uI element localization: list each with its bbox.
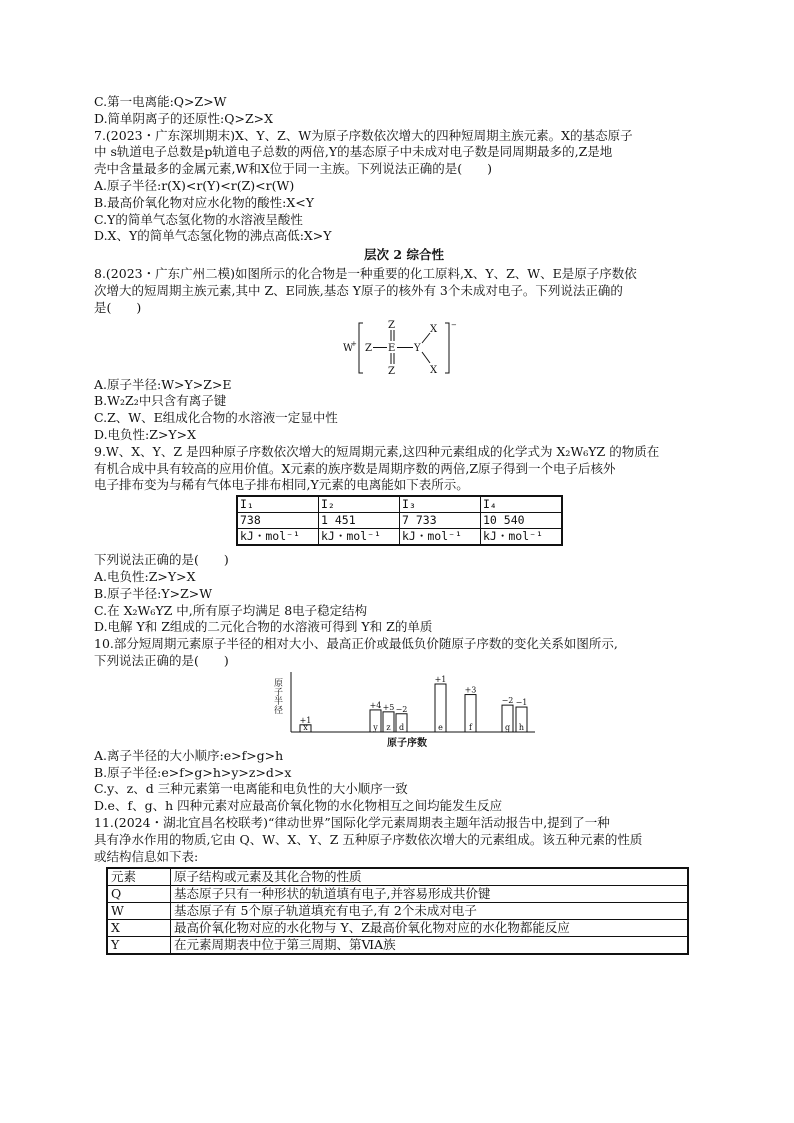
exam-page <box>94 94 714 955</box>
struct-x-bottom: X <box>430 364 438 376</box>
q7-option-d: D.X、Y的简单气态氢化物的沸点高低:X>Y <box>94 228 332 244</box>
q8-stem-3: 是( ) <box>94 299 142 315</box>
table-row <box>107 868 688 886</box>
table-cell: 基态原子只有一种形状的轨道填有电子,并容易形成共价键 <box>171 886 689 903</box>
table-cell: kJ・mol⁻¹ <box>481 529 563 546</box>
struct-e: E <box>388 342 396 354</box>
q9-option-b: B.原子半径:Y>Z>W <box>94 585 213 601</box>
table-cell: 7 733 <box>400 513 481 529</box>
table-header-cell: I₁ <box>237 496 319 513</box>
q9-stem-2: 有机合成中具有较高的应用价值。X元素的族序数是周期序数的两倍,Z原子得到一个电子后核外 <box>94 460 616 476</box>
table-header-cell: I₄ <box>481 496 563 513</box>
chart-valence-label-g: −2 <box>501 695 514 705</box>
question-10 <box>94 636 714 815</box>
table-row <box>107 903 688 920</box>
q9-stem-1: 9.W、X、Y、Z 是四种原子序数依次增大的短周期元素,这四种元素组成的化学式为 X₂W₆YZ 的物质在 <box>94 443 660 459</box>
q8-option-a: A.原子半径:W>Y>Z>E <box>94 376 232 392</box>
question-11 <box>94 815 714 955</box>
element-info-table <box>106 867 689 955</box>
q9-stem-end: 下列说法正确的是( ) <box>94 552 229 568</box>
chart-category-label-x: x <box>303 722 308 732</box>
q7-option-a: A.原子半径:r(X)<r(Y)<r(Z)<r(W) <box>94 177 295 193</box>
atomic-radius-chart <box>269 670 539 748</box>
table-row <box>107 886 688 903</box>
chart-valence-label-y: +4 <box>369 700 382 710</box>
q7-stem-3: 壳中含量最多的金属元素,W和X位于同一主族。下列说法正确的是( ) <box>94 161 492 177</box>
table-cell: 在元素周期表中位于第三周期、第ⅥA族 <box>171 937 689 955</box>
table-cell: 基态原子有 5个原子轨道填充有电子,有 2个未成对电子 <box>171 903 689 920</box>
ionization-energy-table <box>236 495 563 546</box>
q7-stem-2: 中 s轨道电子总数是p轨道电子总数的两倍,Y的基态原子中未成对电子数是同周期最多的,Z是地 <box>94 144 613 160</box>
q10-stem-2: 下列说法正确的是( ) <box>94 652 229 668</box>
q9-option-c: C.在 X₂W₆YZ 中,所有原子均满足 8电子稳定结构 <box>94 602 368 618</box>
table-cell: W <box>107 903 171 920</box>
q9-option-a: A.电负性:Z>Y>X <box>94 568 196 584</box>
chart-x-axis-label: 原子序数 <box>387 737 427 748</box>
q11-stem-3: 或结构信息如下表: <box>94 848 199 864</box>
table-row <box>237 529 562 546</box>
q11-stem-2: 具有净水作用的物质,它由 Q、W、X、Y、Z 五种原子序数依次增大的元素组成。该五种元素的性质 <box>94 831 643 847</box>
section-title: 层次 2 综合性 <box>364 247 444 263</box>
q10-option-c: C.y、z、d 三种元素第一电离能和电负性的大小顺序一致 <box>94 781 408 797</box>
chart-category-label-d: d <box>398 722 405 732</box>
q8-option-c: C.Z、W、E组成化合物的水溶液一定显中性 <box>94 410 338 426</box>
q7-option-c: C.Y的简单气态氢化物的水溶液呈酸性 <box>94 211 303 227</box>
chart-category-label-g: g <box>504 722 511 732</box>
table-cell: 1 451 <box>319 513 400 529</box>
struct-y: Y <box>414 342 421 354</box>
table-cell: 10 540 <box>481 513 563 529</box>
chart-category-label-y: y <box>373 722 378 732</box>
structure-figure <box>339 317 469 377</box>
q8-option-b: B.W₂Z₂中只含有离子键 <box>94 393 227 409</box>
table-row <box>107 937 688 955</box>
question-7 <box>94 128 714 246</box>
q7-option-b: B.最高价氧化物对应水化物的酸性:X<Y <box>94 194 314 210</box>
q11-stem-1: 11.(2024・湖北宜昌名校联考)“律动世界”国际化学元素周期表主题年活动报告中,提到了一种 <box>94 814 610 830</box>
chart-category-label-z: z <box>386 722 391 732</box>
chart-valence-label-x: +1 <box>299 715 312 725</box>
table-cell: 最高价氧化物对应的水化物与 Y、Z最高价氧化物对应的水化物都能反应 <box>171 920 689 937</box>
question-9 <box>94 444 714 636</box>
table-cell: 738 <box>237 513 319 529</box>
chart-valence-label-z: +5 <box>382 702 395 712</box>
chart-category-label-f: f <box>469 722 472 732</box>
table-cell: kJ・mol⁻¹ <box>237 529 319 546</box>
q10-option-d: D.e、f、g、h 四种元素对应最高价氧化物的水化物相互之间均能发生反应 <box>94 798 503 814</box>
table-cell: kJ・mol⁻¹ <box>319 529 400 546</box>
chart-y-axis-label: 原子半径 <box>272 677 282 714</box>
table-header-cell: 元素 <box>107 868 171 886</box>
struct-x-top: X <box>430 323 438 335</box>
table-row <box>107 920 688 937</box>
question-8 <box>94 266 714 444</box>
q9-stem-3: 电子排布变为与稀有气体电子排布相同,Y元素的电离能如下表所示。 <box>94 477 469 493</box>
table-cell: X <box>107 920 171 937</box>
table-header-cell: I₃ <box>400 496 481 513</box>
struct-z-left: Z <box>365 342 372 354</box>
chart-valence-label-f: +3 <box>464 685 477 695</box>
q9-option-d: D.电解 Y和 Z组成的二元化合物的水溶液可得到 Y和 Z的单质 <box>94 619 433 635</box>
chart-valence-label-e: +1 <box>434 674 447 684</box>
chart-marks <box>300 675 528 732</box>
structure-figure-wrap <box>94 317 714 377</box>
q10-option-b: B.原子半径:e>f>g>h>y>z>d>x <box>94 764 292 780</box>
chart-valence-label-h: −1 <box>515 697 528 707</box>
struct-cation: W <box>343 342 354 354</box>
q8-stem-2: 次增大的短周期主族元素,其中 Z、E同族,基态 Y原子的核外有 3个未成对电子。下列说法正确的 <box>94 282 623 298</box>
q8-stem-1: 8.(2023・广东广州二模)如图所示的化合物是一种重要的化工原料,X、Y、Z、W、E是原子序数依 <box>94 266 637 282</box>
q10-stem-1: 10.部分短周期元素原子半径的相对大小、最高正价或最低负价随原子序数的变化关系如图所示, <box>94 636 618 652</box>
chart-wrap <box>94 670 714 748</box>
option-d-prev: D.简单阴离子的还原性:Q>Z>X <box>94 110 274 126</box>
struct-charge-minus: − <box>451 320 457 329</box>
table-row <box>237 513 562 529</box>
table-row <box>237 496 562 513</box>
q7-stem-1: 7.(2023・广东深圳期末)X、Y、Z、W为原子序数依次增大的四种短周期主族元素。X的基态原子 <box>94 127 633 143</box>
table-cell: Y <box>107 937 171 955</box>
struct-charge-plus: + <box>351 339 357 348</box>
chart-category-label-h: h <box>518 722 525 732</box>
q10-option-a: A.离子半径的大小顺序:e>f>g>h <box>94 747 284 763</box>
option-c-prev: C.第一电离能:Q>Z>W <box>94 94 227 109</box>
table-header-cell: I₂ <box>319 496 400 513</box>
chart-category-label-e: e <box>438 722 443 732</box>
chart-valence-label-d: −2 <box>395 704 408 714</box>
q8-option-d: D.电负性:Z>Y>X <box>94 426 197 442</box>
table-cell: kJ・mol⁻¹ <box>400 529 481 546</box>
table-header-cell: 原子结构或元素及其化合物的性质 <box>171 868 689 886</box>
table-cell: Q <box>107 886 171 903</box>
struct-z-top: Z <box>388 319 395 331</box>
struct-z-bottom: Z <box>388 365 395 377</box>
